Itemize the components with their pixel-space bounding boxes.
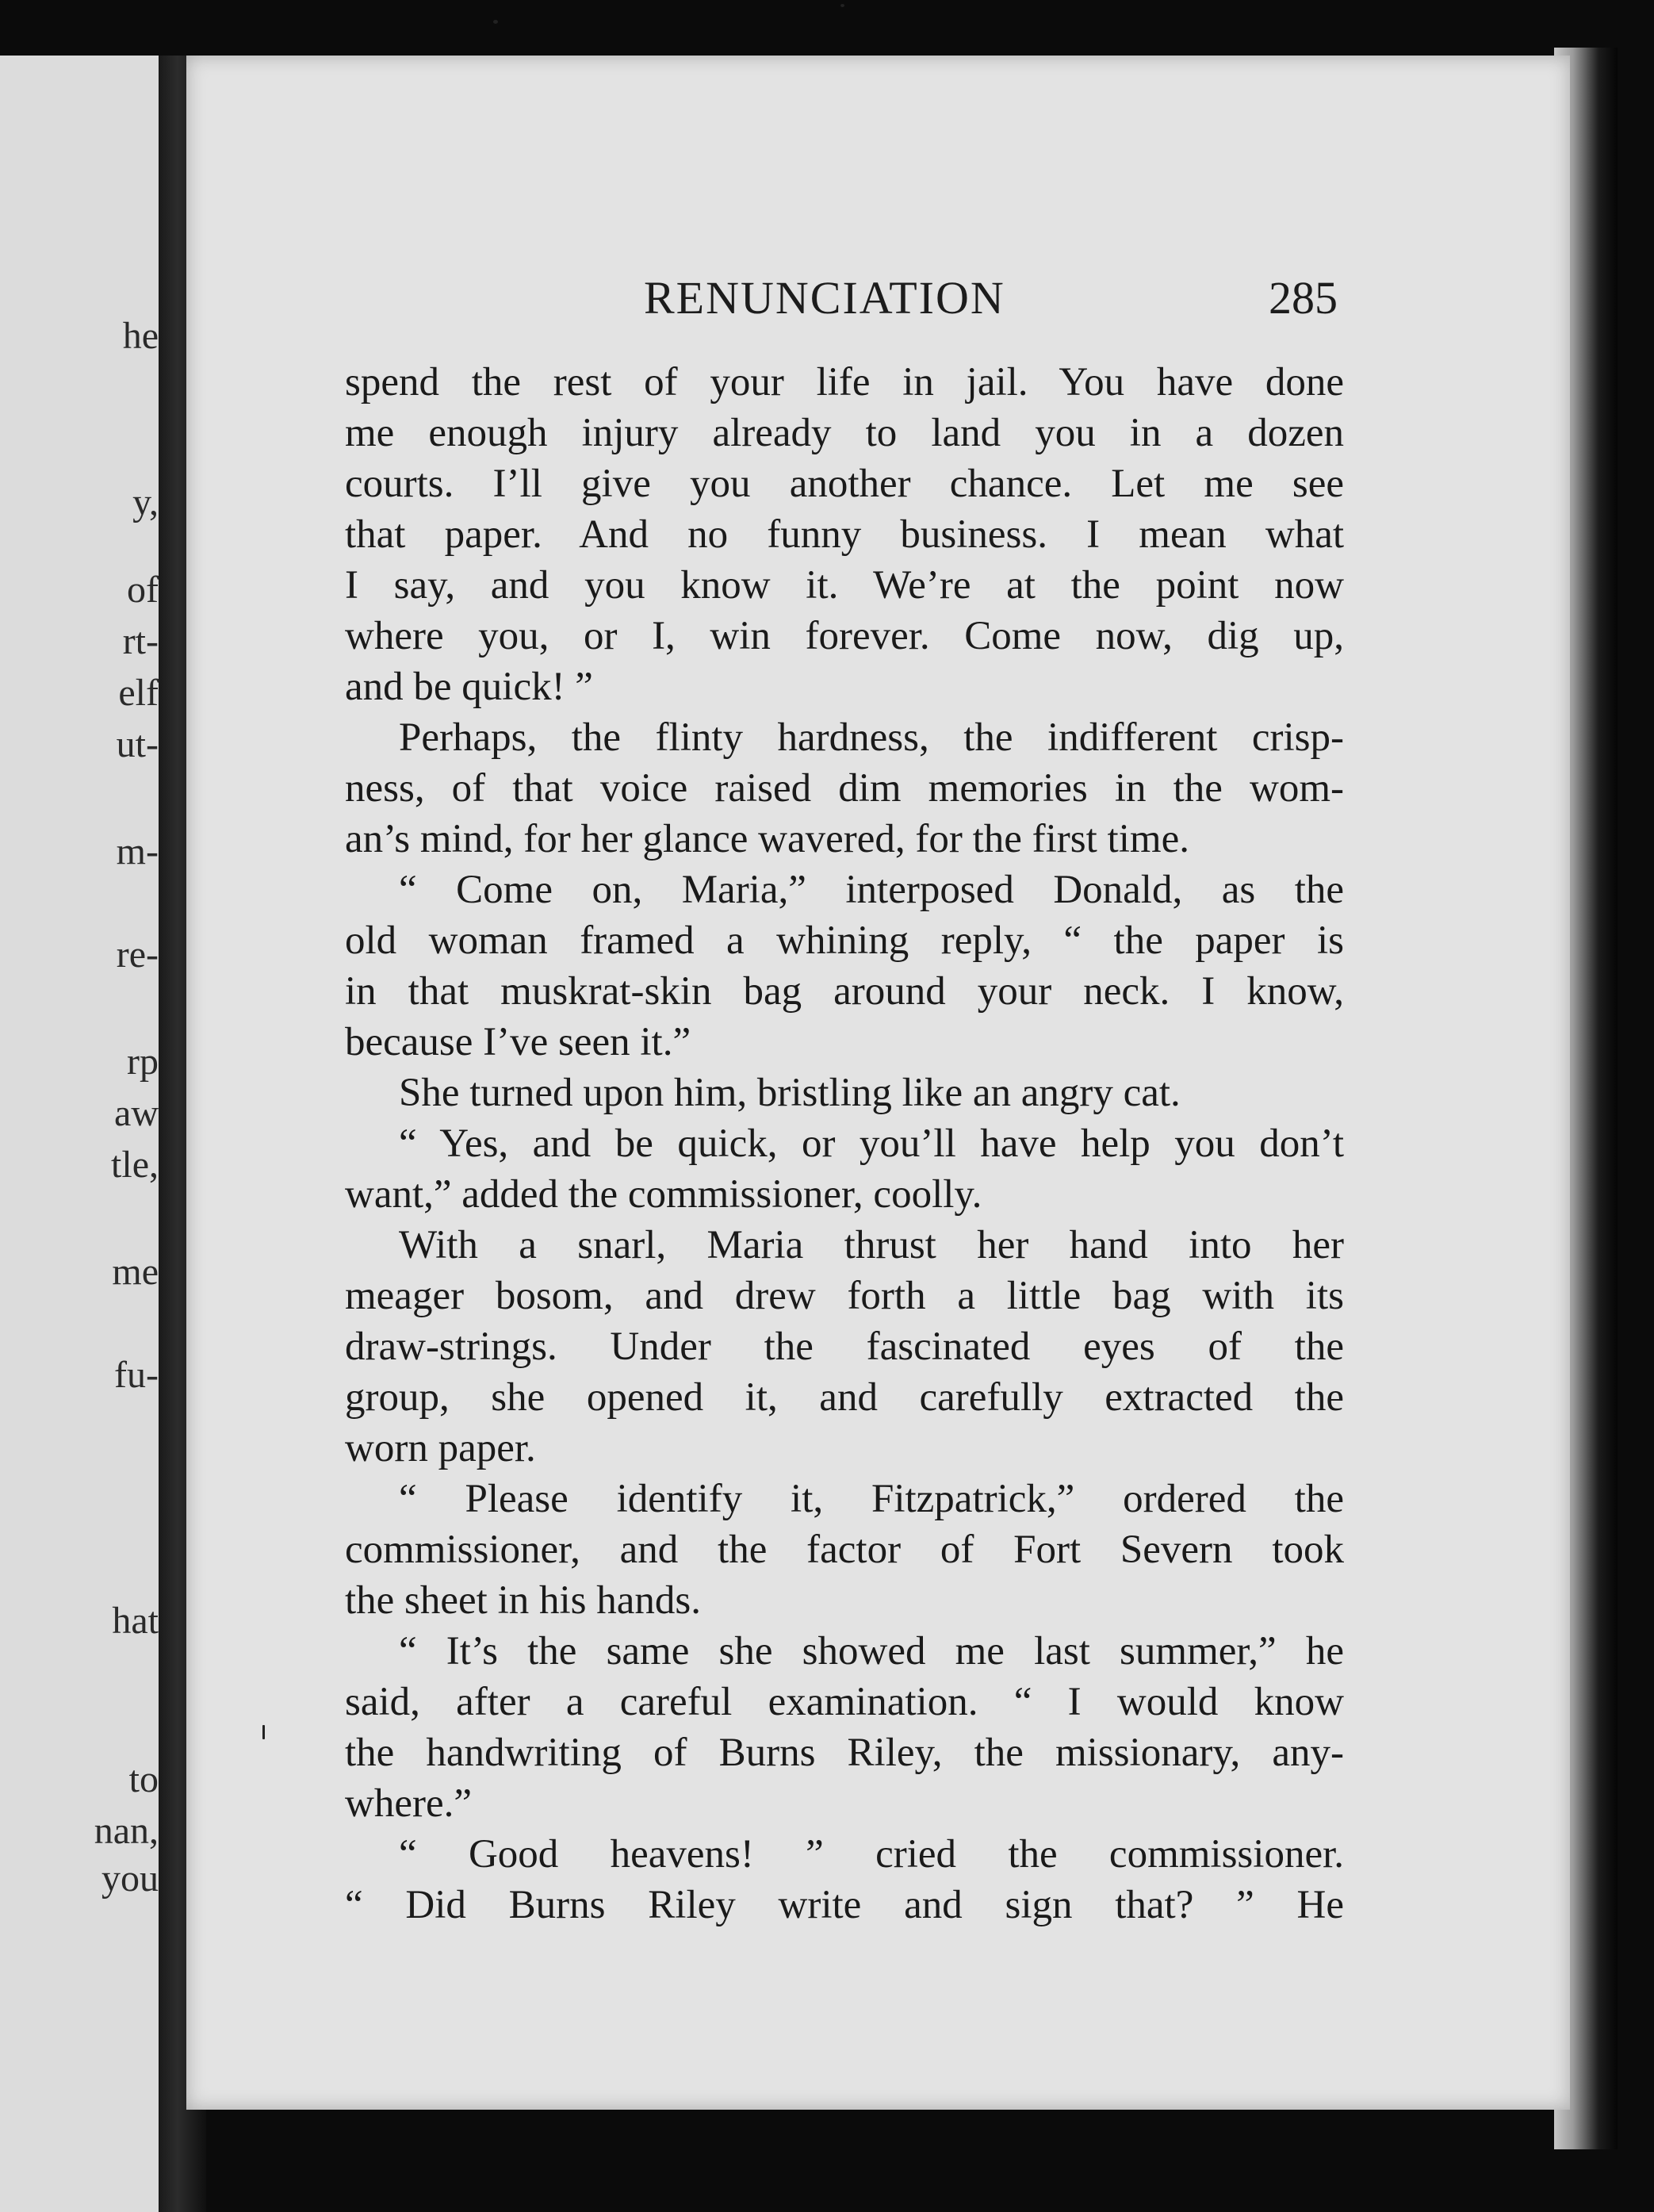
left-fragment: y, xyxy=(132,481,159,523)
text-line: an’s mind, for her glance wavered, for the first time. xyxy=(345,817,1189,861)
left-fragment: re- xyxy=(116,933,159,976)
text-line: and be quick! ” xyxy=(345,665,593,709)
text-line: worn paper. xyxy=(345,1426,536,1470)
left-fragment: hat xyxy=(112,1600,159,1642)
text-line: spend the rest of your life in jail. You have done xyxy=(345,360,1344,404)
text-line: said, after a careful examination. “ I would know xyxy=(345,1680,1344,1724)
left-fragment: elf xyxy=(118,672,159,714)
left-fragment: ut- xyxy=(116,723,159,765)
text-line: “ Please identify it, Fitzpatrick,” ordered the xyxy=(399,1477,1344,1521)
text-line: She turned upon him, bristling like an angry cat. xyxy=(399,1071,1181,1115)
text-line: draw-strings. Under the fascinated eyes of the xyxy=(345,1325,1344,1369)
left-fragment: tle, xyxy=(111,1144,159,1186)
running-head-title: RENUNCIATION xyxy=(644,272,1005,324)
text-line: group, she opened it, and carefully extracted the xyxy=(345,1375,1344,1420)
text-line: old woman framed a whining reply, “ the paper is xyxy=(345,918,1344,963)
text-line: the sheet in his hands. xyxy=(345,1578,702,1623)
text-line: want,” added the commissioner, coolly. xyxy=(345,1172,982,1217)
left-fragment: fu- xyxy=(114,1354,159,1396)
left-fragment: to xyxy=(128,1758,159,1800)
left-fragment: nan, xyxy=(94,1810,159,1852)
text-line: because I’ve seen it.” xyxy=(345,1020,691,1064)
body-text xyxy=(345,357,1344,1930)
text-line: the handwriting of Burns Riley, the missionary, any- xyxy=(345,1731,1344,1775)
text-line: “ Good heavens! ” cried the commissioner. xyxy=(399,1832,1344,1877)
dust-speck xyxy=(840,4,844,7)
text-line: “ Come on, Maria,” interposed Donald, as the xyxy=(399,868,1344,912)
text-line: in that muskrat-skin bag around your neck. I know, xyxy=(345,969,1344,1014)
book-page xyxy=(186,56,1570,2110)
left-fragment: you xyxy=(101,1857,159,1900)
left-page-edge xyxy=(0,56,159,2212)
text-line: “ Yes, and be quick, or you’ll have help you don’t xyxy=(399,1121,1344,1166)
text-line: where.” xyxy=(345,1781,472,1826)
text-line: meager bosom, and drew forth a little bag with its xyxy=(345,1274,1344,1318)
dust-speck xyxy=(262,1725,265,1739)
left-fragment: me xyxy=(112,1251,159,1293)
text-line: With a snarl, Maria thrust her hand into her xyxy=(399,1223,1344,1267)
left-fragment: m- xyxy=(116,830,159,872)
running-head xyxy=(186,271,1570,327)
text-line: commissioner, and the factor of Fort Severn took xyxy=(345,1528,1344,1572)
left-fragment: rp xyxy=(127,1041,159,1083)
text-line: that paper. And no funny business. I mean what xyxy=(345,512,1344,557)
left-fragment: of xyxy=(127,569,159,611)
text-line: I say, and you know it. We’re at the point now xyxy=(345,563,1344,608)
text-line: me enough injury already to land you in a dozen xyxy=(345,411,1344,455)
left-fragment: he xyxy=(122,315,159,357)
dust-speck xyxy=(493,20,498,24)
page-number: 285 xyxy=(1269,272,1338,324)
text-line: “ It’s the same she showed me last summer,” he xyxy=(399,1629,1344,1673)
text-line: courts. I’ll give you another chance. Let me see xyxy=(345,462,1344,506)
left-fragment: rt- xyxy=(122,620,159,662)
text-line: ness, of that voice raised dim memories in the wom- xyxy=(345,766,1344,811)
text-line: Perhaps, the flinty hardness, the indifferent crisp- xyxy=(399,715,1344,760)
text-line: “ Did Burns Riley write and sign that? ” He xyxy=(345,1883,1344,1927)
left-fragment: aw xyxy=(114,1092,159,1134)
text-line: where you, or I, win forever. Come now, dig up, xyxy=(345,614,1344,658)
